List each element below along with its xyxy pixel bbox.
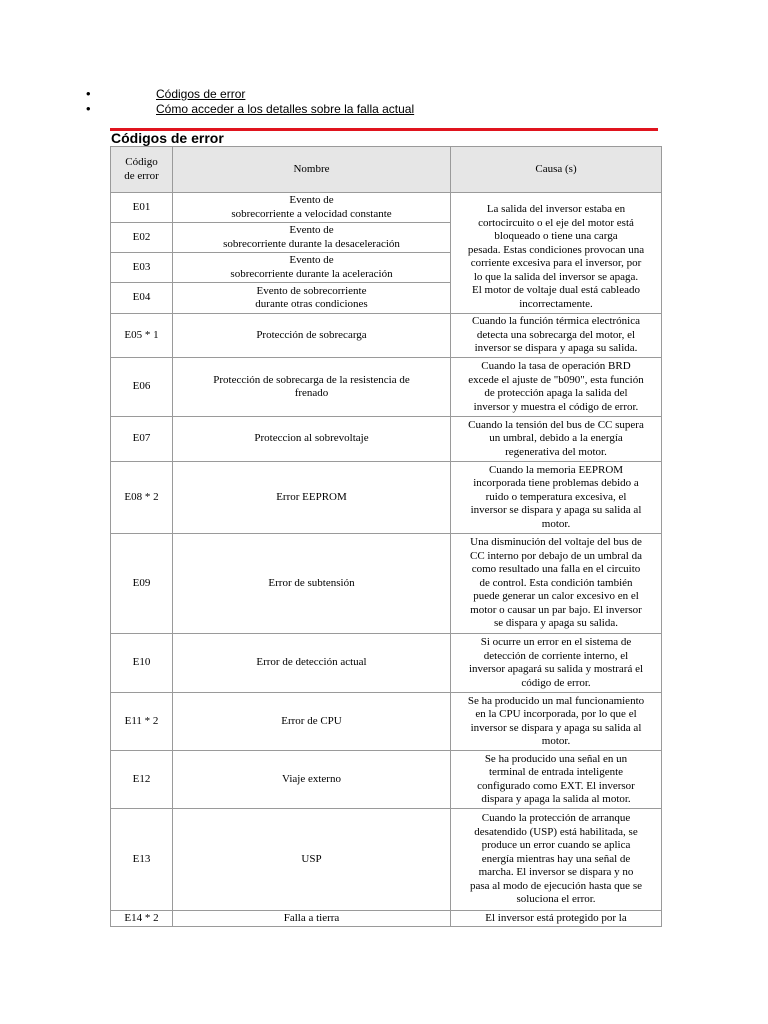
error-code-cell: E14 * 2 <box>111 911 173 927</box>
error-cause-cell: Cuando la función térmica electrónica detecta una sobrecarga del motor, el inversor se dispara y apaga su salida. <box>451 314 662 358</box>
error-code-cell: E09 <box>111 534 173 634</box>
error-code-cell: E11 * 2 <box>111 693 173 751</box>
error-code-cell: E08 * 2 <box>111 462 173 534</box>
error-name-cell: Error de subtensión <box>173 534 451 634</box>
error-code-cell: E13 <box>111 809 173 911</box>
table-row <box>111 417 662 462</box>
error-name-cell: Viaje externo <box>173 751 451 809</box>
section-title: Códigos de error <box>111 130 224 146</box>
error-cause-cell: Cuando la memoria EEPROM incorporada tiene problemas debido a ruido o temperatura excesiva, el inversor se dispara y apaga su salida al motor. <box>451 462 662 534</box>
link-error-codes[interactable]: Códigos de error <box>156 86 246 101</box>
table-row <box>111 193 662 223</box>
error-name-cell: Error EEPROM <box>173 462 451 534</box>
header-code <box>111 147 173 193</box>
error-code-cell: E06 <box>111 358 173 417</box>
header-cause-label: Causa (s) <box>535 162 577 175</box>
error-name-cell: Evento de sobrecorriente a velocidad constante <box>173 193 451 223</box>
error-name-cell: Protección de sobrecarga <box>173 314 451 358</box>
error-name-cell: USP <box>173 809 451 911</box>
error-code-cell: E02 <box>111 223 173 253</box>
error-cause-cell: La salida del inversor estaba en cortocircuito o el eje del motor está bloqueado o tiene una carga pesada. Estas condiciones provocan una corriente excesiva para el inversor, por lo que la salida del inversor se apaga. El motor de voltaje dual está cableado incorrectamente. <box>451 193 662 314</box>
error-name-cell: Error de CPU <box>173 693 451 751</box>
error-cause-cell: Si ocurre un error en el sistema de detección de corriente interno, el inversor apagará su salida y mostrará el código de error. <box>451 634 662 693</box>
header-name <box>173 147 451 193</box>
table-row <box>111 693 662 751</box>
error-code-cell: E03 <box>111 253 173 283</box>
table-row <box>111 462 662 534</box>
error-name-cell: Protección de sobrecarga de la resistencia de frenado <box>173 358 451 417</box>
error-name-cell: Error de detección actual <box>173 634 451 693</box>
header-code-label: Código de error <box>124 156 159 182</box>
error-name-cell: Evento de sobrecorriente durante la aceleración <box>173 253 451 283</box>
error-cause-cell: Se ha producido un mal funcionamiento en la CPU incorporada, por lo que el inversor se dispara y apaga su salida al motor. <box>451 693 662 751</box>
error-name-cell: Falla a tierra <box>173 911 451 927</box>
table-row <box>111 534 662 634</box>
bullet-icon: • <box>86 101 91 116</box>
error-cause-cell: Cuando la tasa de operación BRD excede el ajuste de "b090", esta función de protección apaga la salida del inversor y muestra el código de error. <box>451 358 662 417</box>
list-item <box>86 101 706 116</box>
header-name-label: Nombre <box>293 162 330 175</box>
error-codes-table <box>110 146 662 927</box>
bullet-icon: • <box>86 86 91 101</box>
error-name-cell: Evento de sobrecorriente durante la desaceleración <box>173 223 451 253</box>
header-cause <box>451 147 662 193</box>
error-code-cell: E05 * 1 <box>111 314 173 358</box>
error-name-cell: Evento de sobrecorriente durante otras condiciones <box>173 283 451 314</box>
error-code-cell: E07 <box>111 417 173 462</box>
error-cause-cell: Cuando la protección de arranque desatendido (USP) está habilitada, se produce un error cuando se aplica energía mientras hay una señal de marcha. El inversor se dispara y no pasa al modo de ejecución hasta que se soluciona el error. <box>451 809 662 911</box>
error-code-cell: E04 <box>111 283 173 314</box>
table-row <box>111 634 662 693</box>
link-list <box>86 86 706 116</box>
link-fault-details[interactable]: Cómo acceder a los detalles sobre la falla actual <box>156 101 415 116</box>
error-code-cell: E01 <box>111 193 173 223</box>
error-cause-cell: Cuando la tensión del bus de CC supera un umbral, debido a la energía regenerativa del motor. <box>451 417 662 462</box>
error-name-cell: Proteccion al sobrevoltaje <box>173 417 451 462</box>
table-row <box>111 314 662 358</box>
table-row <box>111 809 662 911</box>
error-cause-cell: El inversor está protegido por la <box>451 911 662 927</box>
table-row <box>111 911 662 927</box>
error-cause-cell: Se ha producido una señal en un terminal de entrada inteligente configurado como EXT. El inversor dispara y apaga la salida al motor. <box>451 751 662 809</box>
error-code-cell: E12 <box>111 751 173 809</box>
table-row <box>111 358 662 417</box>
table-row <box>111 751 662 809</box>
table-header-row <box>111 147 662 193</box>
error-code-cell: E10 <box>111 634 173 693</box>
list-item <box>86 86 706 101</box>
error-cause-cell: Una disminución del voltaje del bus de CC interno por debajo de un umbral da como resultado una falla en el circuito de control. Esta condición también puede generar un calor excesivo en el motor o causar un par bajo. El inversor se dispara y apaga su salida. <box>451 534 662 634</box>
